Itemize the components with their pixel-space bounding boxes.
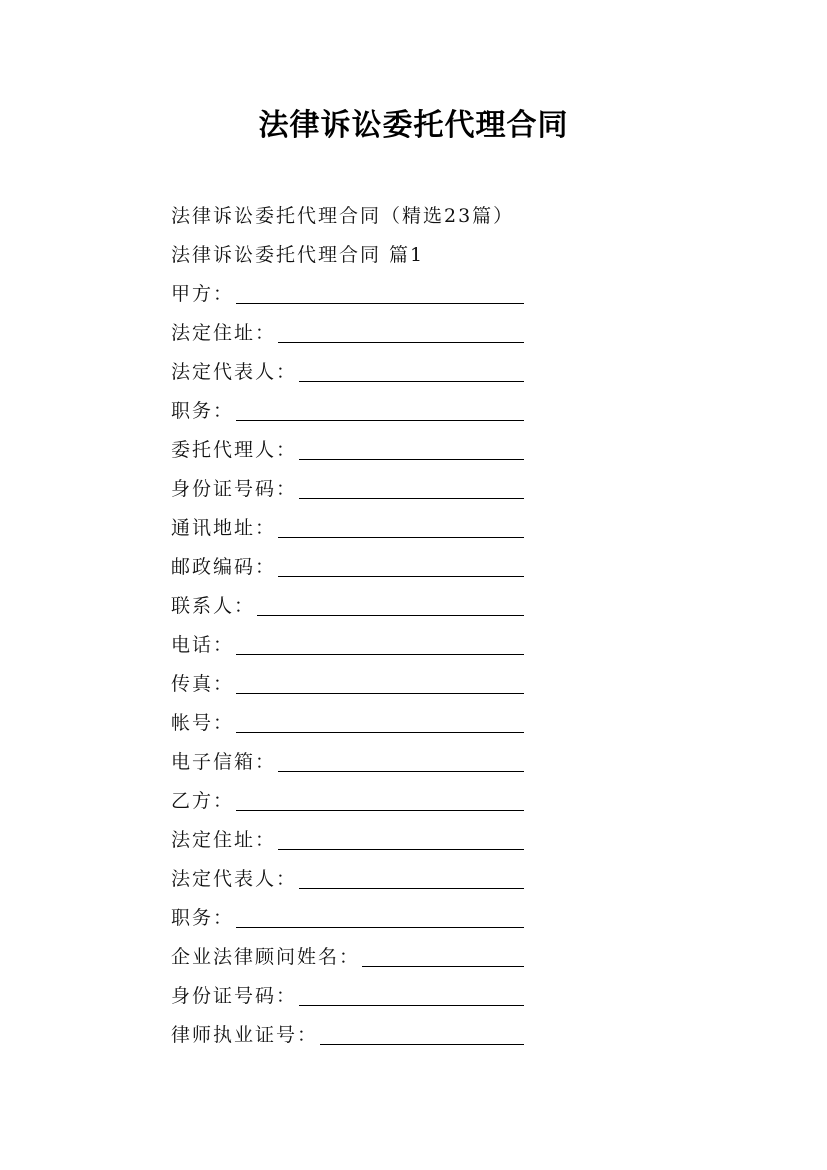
field-label: 邮政编码：: [171, 556, 277, 578]
section-heading: 法律诉讼委托代理合同 篇1: [171, 244, 425, 266]
form-field: [171, 937, 531, 976]
field-label: 法定代表人：: [171, 868, 298, 890]
field-label: 律师执业证号：: [171, 1024, 319, 1046]
form-field: [171, 898, 531, 937]
field-label: 职务：: [171, 400, 235, 422]
document-title: 法律诉讼委托代理合同: [258, 108, 569, 143]
form-field: [171, 586, 531, 625]
field-label: 法定住址：: [171, 322, 277, 344]
field-label: 电话：: [171, 634, 235, 656]
field-label: 企业法律顾问姓名：: [171, 946, 361, 968]
field-label: 乙方：: [171, 790, 235, 812]
fill-in-blank: [299, 887, 524, 889]
form-field: [171, 391, 531, 430]
document-body: [171, 196, 531, 1054]
field-label: 联系人：: [171, 595, 256, 617]
form-field: [171, 976, 531, 1015]
fill-in-blank: [236, 419, 524, 421]
fill-in-blank: [362, 965, 524, 967]
fill-in-blank: [320, 1043, 524, 1045]
field-label: 传真：: [171, 673, 235, 695]
form-field: [171, 664, 531, 703]
field-label: 通讯地址：: [171, 517, 277, 539]
field-label: 帐号：: [171, 712, 235, 734]
form-field: [171, 313, 531, 352]
field-label: 甲方：: [171, 283, 235, 305]
fill-in-blank: [278, 848, 524, 850]
fill-in-blank: [278, 341, 524, 343]
fill-in-blank: [236, 809, 524, 811]
field-label: 电子信箱：: [171, 751, 277, 773]
form-field: [171, 703, 531, 742]
fill-in-blank: [278, 770, 524, 772]
fill-in-blank: [299, 1004, 524, 1006]
field-label: 委托代理人：: [171, 439, 298, 461]
form-field: [171, 508, 531, 547]
fill-in-blank: [299, 458, 524, 460]
form-field: [171, 859, 531, 898]
form-field: [171, 781, 531, 820]
fill-in-blank: [299, 380, 524, 382]
fill-in-blank: [257, 614, 524, 616]
form-field: [171, 352, 531, 391]
field-label: 法定住址：: [171, 829, 277, 851]
form-field: [171, 625, 531, 664]
fill-in-blank: [236, 926, 524, 928]
field-label: 法定代表人：: [171, 361, 298, 383]
fill-in-blank: [299, 497, 524, 499]
fill-in-blank: [236, 302, 524, 304]
fill-in-blank: [236, 692, 524, 694]
fill-in-blank: [236, 731, 524, 733]
fill-in-blank: [236, 653, 524, 655]
form-field: [171, 742, 531, 781]
document-heading: 法律诉讼委托代理合同（精选23篇）: [171, 205, 515, 227]
form-field: [171, 547, 531, 586]
form-field: [171, 274, 531, 313]
form-field: [171, 820, 531, 859]
form-field: [171, 1015, 531, 1054]
field-label: 身份证号码：: [171, 478, 298, 500]
form-field: [171, 469, 531, 508]
fill-in-blank: [278, 536, 524, 538]
fill-in-blank: [278, 575, 524, 577]
field-label: 职务：: [171, 907, 235, 929]
form-field: [171, 430, 531, 469]
field-label: 身份证号码：: [171, 985, 298, 1007]
